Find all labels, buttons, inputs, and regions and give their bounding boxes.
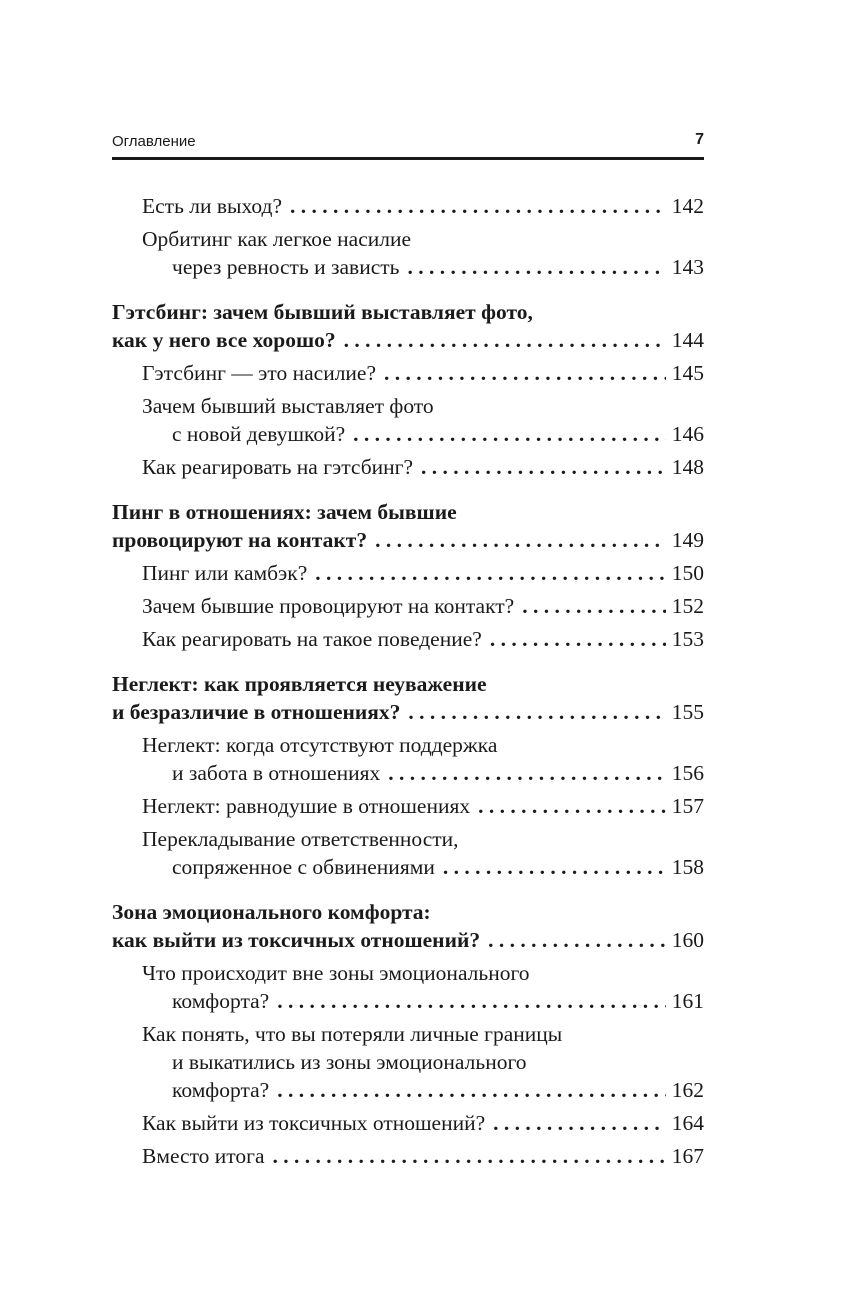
dot-leader: [353, 420, 666, 448]
toc-entry-page-number: 162: [671, 1078, 704, 1102]
toc-entry-title-line: комфорта?: [172, 989, 270, 1013]
toc-entry-title-line: Неглект: равнодушие в отношениях: [142, 794, 471, 818]
toc-section-entry: [112, 592, 704, 620]
toc-entry-page-number: 164: [671, 1111, 704, 1135]
dot-leader: [522, 592, 666, 620]
dot-leader: [488, 926, 666, 954]
toc-section-entry: [112, 731, 704, 787]
toc-section-entry: [112, 1109, 704, 1137]
dot-leader: [421, 453, 666, 481]
toc-section-entry: [112, 959, 704, 1015]
toc-chapter-entry: [112, 298, 704, 354]
toc-entry-title-line: как у него все хорошо?: [112, 328, 336, 352]
toc-entry-title-line: Как понять, что вы потеряли личные границы: [142, 1022, 563, 1046]
dot-leader: [277, 987, 666, 1015]
dot-leader: [375, 526, 666, 554]
dot-leader: [408, 698, 665, 726]
toc-entry-page-number: 146: [671, 422, 704, 446]
toc-entry-title-line: Как реагировать на гэтсбинг?: [142, 455, 414, 479]
toc-entry-title-line: провоцируют на контакт?: [112, 528, 368, 552]
toc-entry-title-line: и безразличие в отношениях?: [112, 700, 401, 724]
toc-entry-title-line: Есть ли выход?: [142, 194, 283, 218]
toc-entry-page-number: 145: [671, 361, 704, 385]
dot-leader: [273, 1142, 666, 1170]
dot-leader: [384, 359, 666, 387]
toc-section-entry: [112, 1020, 704, 1104]
toc-section-entry: [112, 1142, 704, 1170]
toc-section-entry: [112, 792, 704, 820]
dot-leader: [490, 625, 666, 653]
toc-entry-page-number: 144: [671, 328, 704, 352]
toc-entry-page-number: 160: [671, 928, 704, 952]
toc-entry-page-number: 158: [671, 855, 704, 879]
toc-section-entry: [112, 453, 704, 481]
running-head-title: Оглавление: [112, 133, 196, 150]
dot-leader: [443, 853, 666, 881]
dot-leader: [315, 559, 665, 587]
toc-entry-page-number: 156: [671, 761, 704, 785]
toc-entry-title-line: через ревность и зависть: [172, 255, 400, 279]
toc-entry-page-number: 143: [671, 255, 704, 279]
toc-entry-page-number: 149: [671, 528, 704, 552]
dot-leader: [493, 1109, 666, 1137]
toc-chapter-entry: [112, 498, 704, 554]
running-head: [112, 127, 704, 160]
toc-entry-page-number: 153: [671, 627, 704, 651]
page-number: 7: [695, 131, 704, 148]
toc-entry-title-line: комфорта?: [172, 1078, 270, 1102]
toc-entry-title-line: Зачем бывшие провоцируют на контакт?: [142, 594, 515, 618]
toc-entry-title-line: сопряженное с обвинениями: [172, 855, 435, 879]
toc-entry-page-number: 157: [671, 794, 704, 818]
toc-entry-title-line: Перекладывание ответственности,: [142, 827, 459, 851]
dot-leader: [407, 253, 665, 281]
dot-leader: [277, 1076, 666, 1104]
toc-entry-title-line: Неглект: когда отсутствуют поддержка: [142, 733, 498, 757]
toc-entry-title-line: Орбитинг как легкое насилие: [142, 227, 412, 251]
toc-entry-title-line: Что происходит вне зоны эмоционального: [142, 961, 530, 985]
toc-entry-title-line: Пинг или камбэк?: [142, 561, 308, 585]
toc-section-entry: [112, 192, 704, 220]
toc-entry-title-line: Вместо итога: [142, 1144, 265, 1168]
toc-section-entry: [112, 392, 704, 448]
toc-section-entry: [112, 825, 704, 881]
toc-section-entry: [112, 225, 704, 281]
toc-chapter-entry: [112, 898, 704, 954]
dot-leader: [290, 192, 666, 220]
toc-section-entry: [112, 359, 704, 387]
toc-entry-page-number: 142: [671, 194, 704, 218]
toc-entry-title-line: Пинг в отношениях: зачем бывшие: [112, 500, 457, 524]
dot-leader: [344, 326, 666, 354]
toc-entry-title-line: Как выйти из токсичных отношений?: [142, 1111, 486, 1135]
dot-leader: [388, 759, 665, 787]
toc-entry-title-line: и выкатились из зоны эмоционального: [172, 1050, 527, 1074]
toc-entry-title-line: Неглект: как проявляется неуважение: [112, 672, 487, 696]
toc-entry-page-number: 150: [671, 561, 704, 585]
dot-leader: [478, 792, 666, 820]
table-of-contents: [112, 192, 704, 1170]
toc-entry-title-line: как выйти из токсичных отношений?: [112, 928, 481, 952]
toc-entry-page-number: 167: [671, 1144, 704, 1168]
toc-entry-title-line: и забота в отношениях: [172, 761, 381, 785]
toc-chapter-entry: [112, 670, 704, 726]
toc-section-entry: [112, 625, 704, 653]
toc-entry-title-line: Как реагировать на такое поведение?: [142, 627, 482, 651]
toc-entry-page-number: 161: [671, 989, 704, 1013]
toc-section-entry: [112, 559, 704, 587]
toc-entry-page-number: 155: [671, 700, 704, 724]
toc-entry-page-number: 148: [671, 455, 704, 479]
toc-entry-page-number: 152: [671, 594, 704, 618]
toc-entry-title-line: с новой девушкой?: [172, 422, 346, 446]
toc-entry-title-line: Зачем бывший выставляет фото: [142, 394, 434, 418]
toc-entry-title-line: Гэтсбинг — это насилие?: [142, 361, 377, 385]
toc-entry-title-line: Гэтсбинг: зачем бывший выставляет фото,: [112, 300, 533, 324]
toc-entry-title-line: Зона эмоционального комфорта:: [112, 900, 431, 924]
